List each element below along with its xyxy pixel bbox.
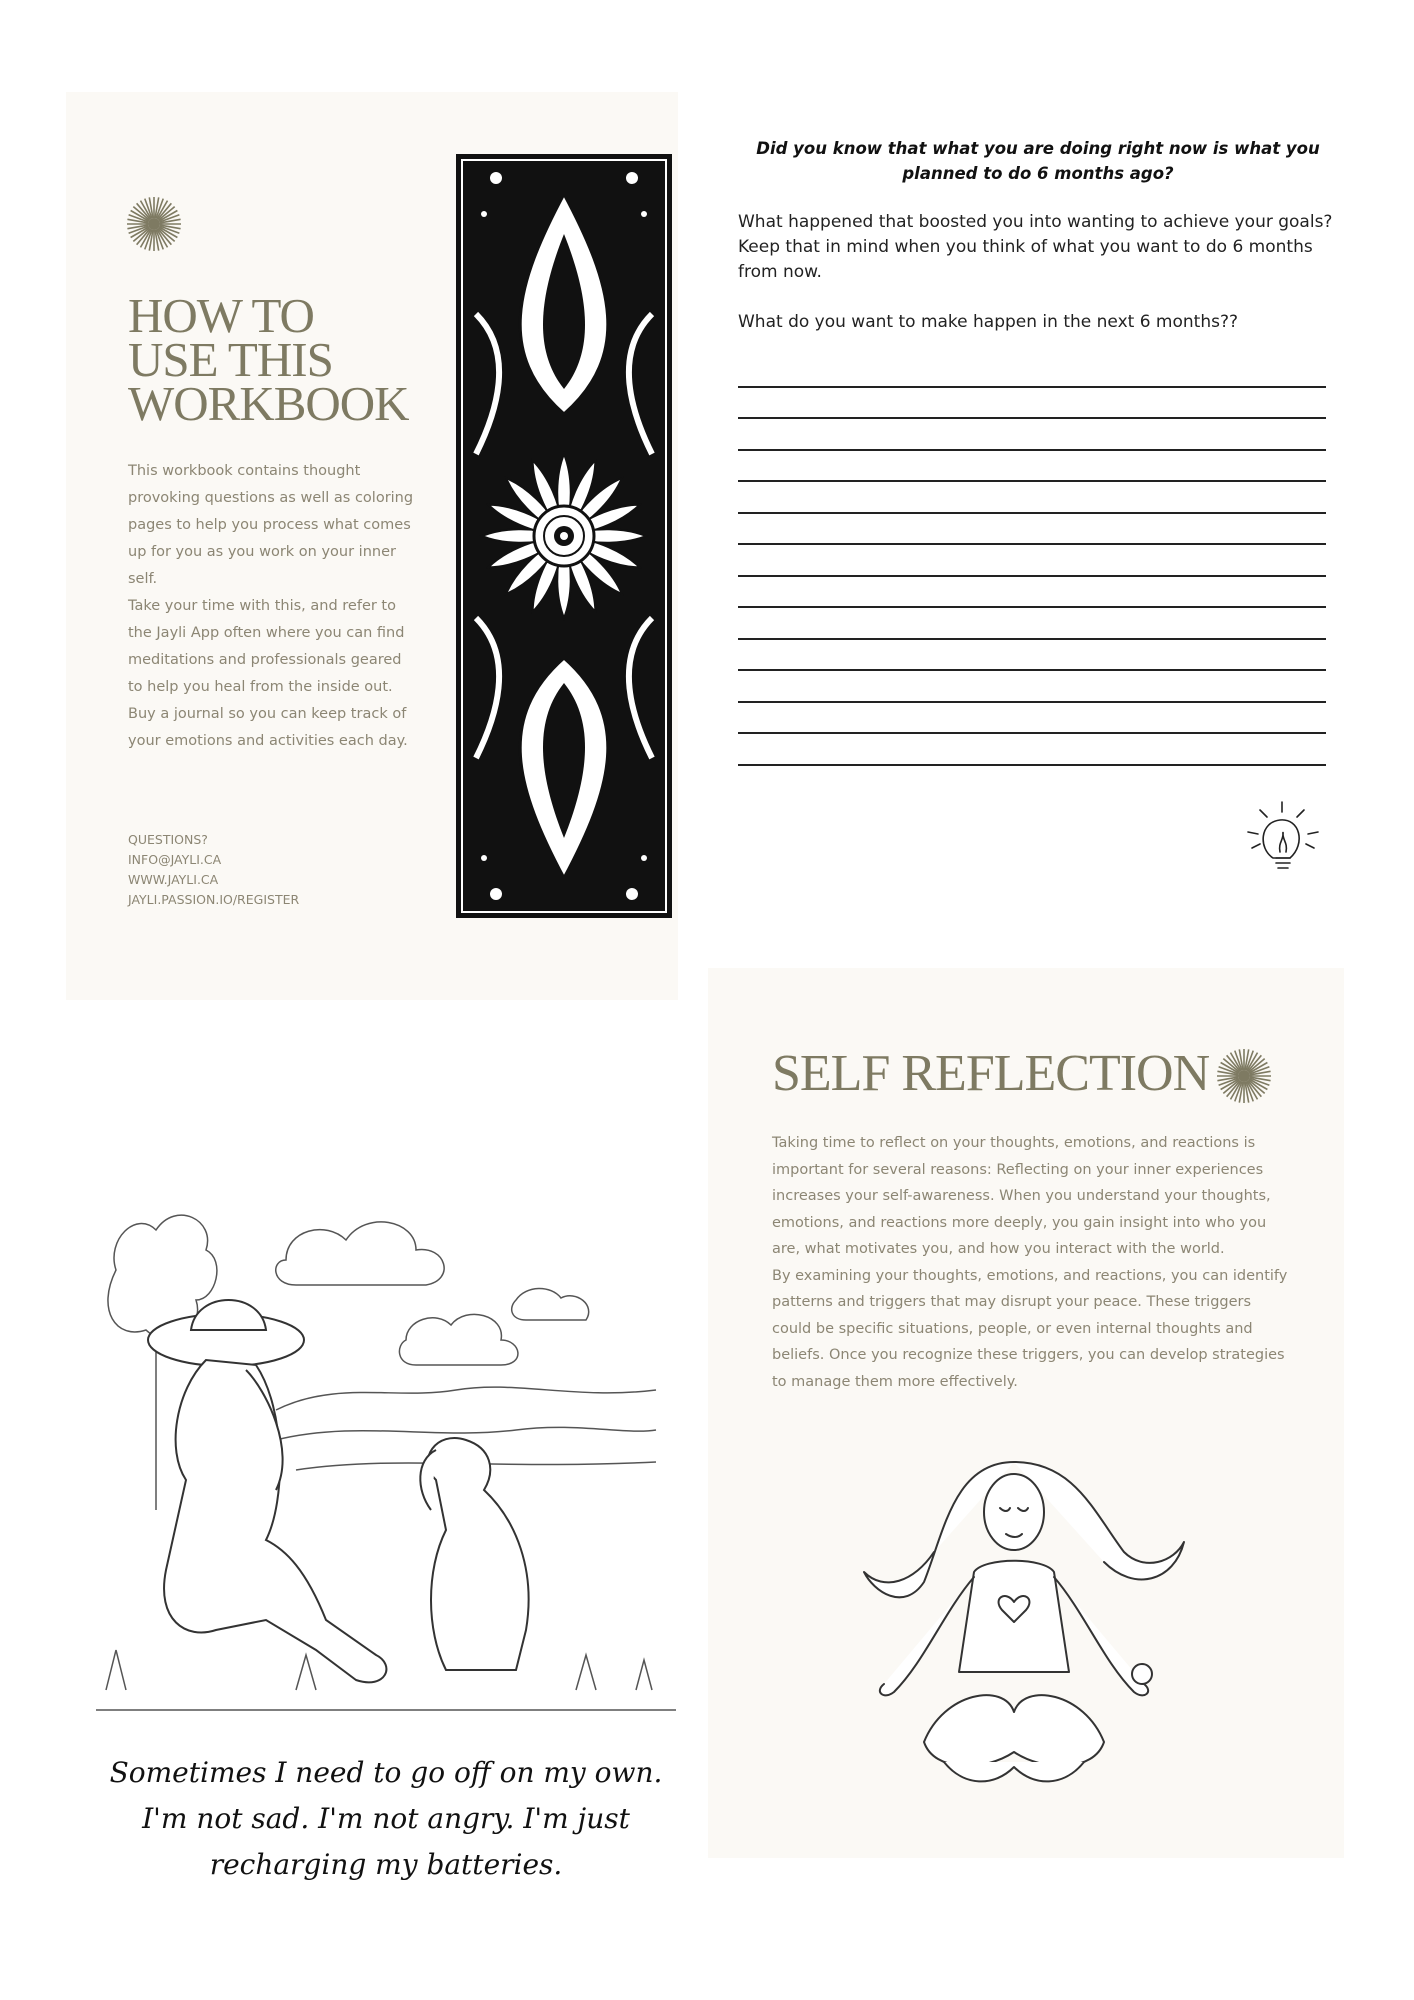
self-reflection-body (772, 1130, 1292, 1395)
lightbulb-icon (1238, 792, 1328, 882)
answer-line[interactable] (738, 608, 1326, 640)
mandala-bookmark-illustration (456, 154, 672, 918)
contact-register-link: JAYLI.PASSION.IO/REGISTER (128, 892, 300, 907)
body-paragraph: Taking time to reflect on your thoughts, emotions, and reactions is important for several reasons: Reflecting on your inner experiences increases your self-awareness. When you understand your thoughts, emotions, and reactions more deeply, you gain insight into who you are, what motivates you, and how you interact with the world. (772, 1135, 1271, 1257)
answer-line[interactable] (738, 703, 1326, 735)
answer-lines[interactable] (738, 356, 1326, 766)
how-to-title (128, 288, 428, 431)
body-paragraph: This workbook contains thought provoking questions as well as coloring pages to help you process what comes up for you as you work on your inner self. (128, 463, 414, 587)
answer-line[interactable] (738, 482, 1326, 514)
meditating-woman-illustration (834, 1442, 1194, 1822)
answer-line[interactable] (738, 640, 1326, 672)
answer-line[interactable] (738, 514, 1326, 546)
title-line: HOW TO (128, 288, 314, 343)
did-you-know-heading: Did you know that what you are doing right now is what you planned to do 6 months ago? (756, 139, 1320, 183)
how-to-body (128, 458, 420, 755)
question-next-six-months: What do you want to make happen in the next 6 months?? (738, 312, 1238, 332)
contact-label: QUESTIONS? (128, 832, 208, 847)
question-goals-boost: What happened that boosted you into wanting to achieve your goals? Keep that in mind when you think of what you want to do 6 months from now. (738, 212, 1333, 282)
sunburst-icon (1216, 1048, 1272, 1104)
self-reflection-page (708, 968, 1344, 1858)
body-paragraph: By examining your thoughts, emotions, and reactions, you can identify patterns and triggers that may disrupt your peace. These triggers could be specific situations, people, or even internal thoughts and beliefs. Once you recognize these triggers, you can develop strategies to manage them more effectively. (772, 1267, 1288, 1390)
recharging-quote: Sometimes I need to go off on my own. I'm not sad. I'm not angry. I'm just recharging my batteries. (109, 1756, 663, 1881)
title-line: USE THIS (128, 332, 333, 387)
answer-line[interactable] (738, 734, 1326, 766)
body-paragraph: Take your time with this, and refer to the Jayli App often where you can find meditations and professionals geared to help you heal from the inside out. (128, 598, 405, 695)
how-to-page (66, 92, 678, 1000)
body-paragraph: Buy a journal so you can keep track of your emotions and activities each day. (128, 706, 408, 749)
title-line: WORKBOOK (128, 376, 409, 431)
woman-with-dog-landscape-illustration (96, 1150, 676, 1750)
answer-line[interactable] (738, 356, 1326, 388)
answer-line[interactable] (738, 577, 1326, 609)
contact-website: WWW.JAYLI.CA (128, 872, 219, 887)
sunburst-icon (126, 196, 182, 252)
contact-block (128, 830, 420, 910)
answer-line[interactable] (738, 671, 1326, 703)
answer-line[interactable] (738, 545, 1326, 577)
self-reflection-title: SELF REFLECTION (772, 1045, 1210, 1102)
answer-line[interactable] (738, 451, 1326, 483)
answer-line[interactable] (738, 388, 1326, 420)
quote-page (96, 1150, 676, 1890)
planning-page (718, 120, 1358, 880)
contact-email: INFO@JAYLI.CA (128, 852, 222, 867)
answer-line[interactable] (738, 419, 1326, 451)
